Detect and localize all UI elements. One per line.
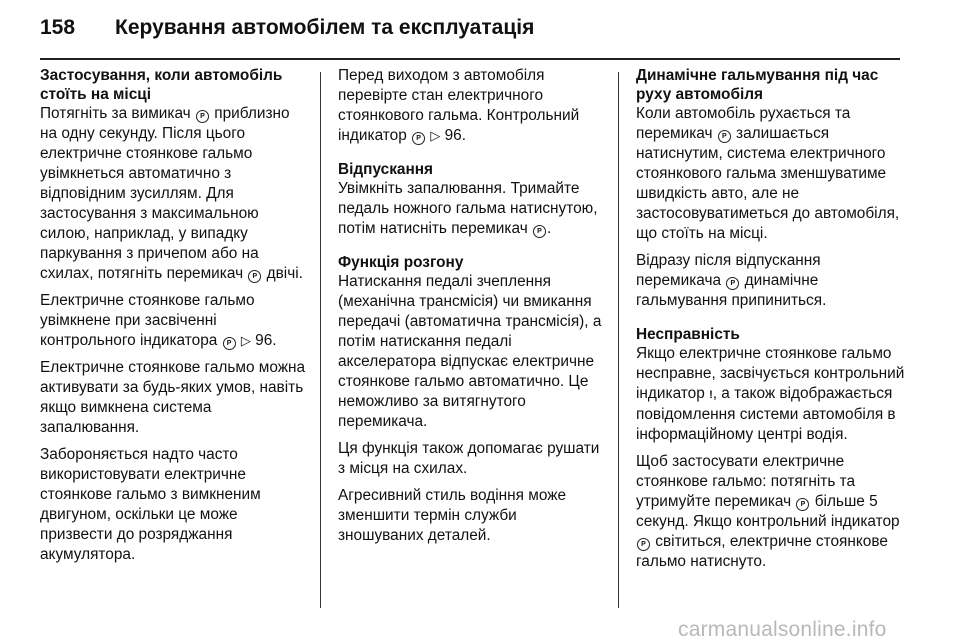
paragraph: Щоб застосувати електричне стоянкове гальмо: потягніть та утримуйте перемикач P більше 5 секунд. Якщо контрольний індикатор P світиться, електричне стоянкове гальмо натиснуто. (636, 453, 900, 570)
parking-brake-icon: P (248, 270, 261, 283)
section-heading: Відпускання (338, 161, 434, 178)
paragraph: Відразу після відпускання перемикача P динамічне гальмування припиниться. (636, 252, 827, 309)
section-heading: Функція розгону (338, 254, 464, 271)
paragraph: Коли автомобіль рухається та перемикач P залишається натиснутим, система електричного стоянкового гальма зменшуватиме швидкість авто, але не застосовуватиметься до автомобіля, що стоїть на місці. (636, 105, 900, 242)
page-ref-arrow-icon: ▷ (430, 128, 441, 143)
parking-brake-icon: P (796, 498, 809, 511)
section-heading: Динамічне гальмування під час руху автомобіля (636, 67, 879, 103)
watermark: carmanualsonline.info (678, 618, 887, 641)
chapter-title: Керування автомобілем та експлуатація (115, 16, 535, 39)
brake-fault-icon: ! (709, 389, 713, 401)
parking-brake-icon: P (718, 130, 731, 143)
paragraph: Агресивний стиль водіння може зменшити термін служби зношуваних деталей. (338, 487, 567, 544)
header-rule (40, 58, 900, 60)
paragraph: Перед виходом з автомобіля перевірте стан електричного стоянкового гальма. Контрольний індикатор P ▷ 96. (338, 67, 580, 144)
parking-brake-icon: P (637, 538, 650, 551)
paragraph: Потягніть за вимикач P приблизно на одну секунду. Після цього електричне стоянкове гальмо увімкнеться автоматично з відповідним зусиллям. Для застосування з максимальною силою, наприклад, у випадку паркування з причепом або на схилах, потягніть перемикач P двічі. (40, 105, 303, 282)
parking-brake-icon: P (533, 225, 546, 238)
section-heading: Несправність (636, 326, 740, 343)
column-2 (338, 66, 606, 553)
page-ref-arrow-icon: ▷ (240, 333, 251, 348)
column-1 (40, 66, 310, 572)
column-divider (618, 72, 619, 608)
paragraph: Електричне стоянкове гальмо увімкнене при засвіченні контрольного індикатора P ▷ 96. (40, 292, 277, 349)
paragraph: Натискання педалі зчеплення (механічна трансмісія) чи вмикання передачі (автоматична трансмісія), а потім натискання педалі акселератора відпускає електричне стоянкове гальмо автоматично. Це неможливо за витягнутого перемикача. (338, 273, 602, 430)
parking-brake-icon: P (196, 110, 209, 123)
page-header (40, 16, 534, 46)
paragraph: Якщо електричне стоянкове гальмо несправне, засвічується контрольний індикатор !, а також відображається повідомлення системи автомобіля в інформаційному центрі водія. (636, 345, 905, 443)
paragraph: Електричне стоянкове гальмо можна активувати за будь-яких умов, навіть якщо вимкнена система запалювання. (40, 359, 306, 436)
paragraph: Увімкніть запалювання. Тримайте педаль ножного гальма натиснутою, потім натисніть перемикач P . (338, 180, 598, 237)
parking-brake-icon: P (223, 337, 236, 350)
column-divider (320, 72, 321, 608)
page-number: 158 (40, 16, 76, 39)
paragraph: Забороняється надто часто використовувати електричне стоянкове гальмо з вимкненим двигуном, оскільки це може призвести до розряджання акумулятора. (40, 446, 261, 563)
parking-brake-icon: P (412, 132, 425, 145)
parking-brake-icon: P (726, 277, 739, 290)
column-3 (636, 66, 908, 579)
section-heading: Застосування, коли автомобіль стоїть на місці (40, 67, 283, 103)
paragraph: Ця функція також допомагає рушати з місця на схилах. (338, 440, 600, 477)
